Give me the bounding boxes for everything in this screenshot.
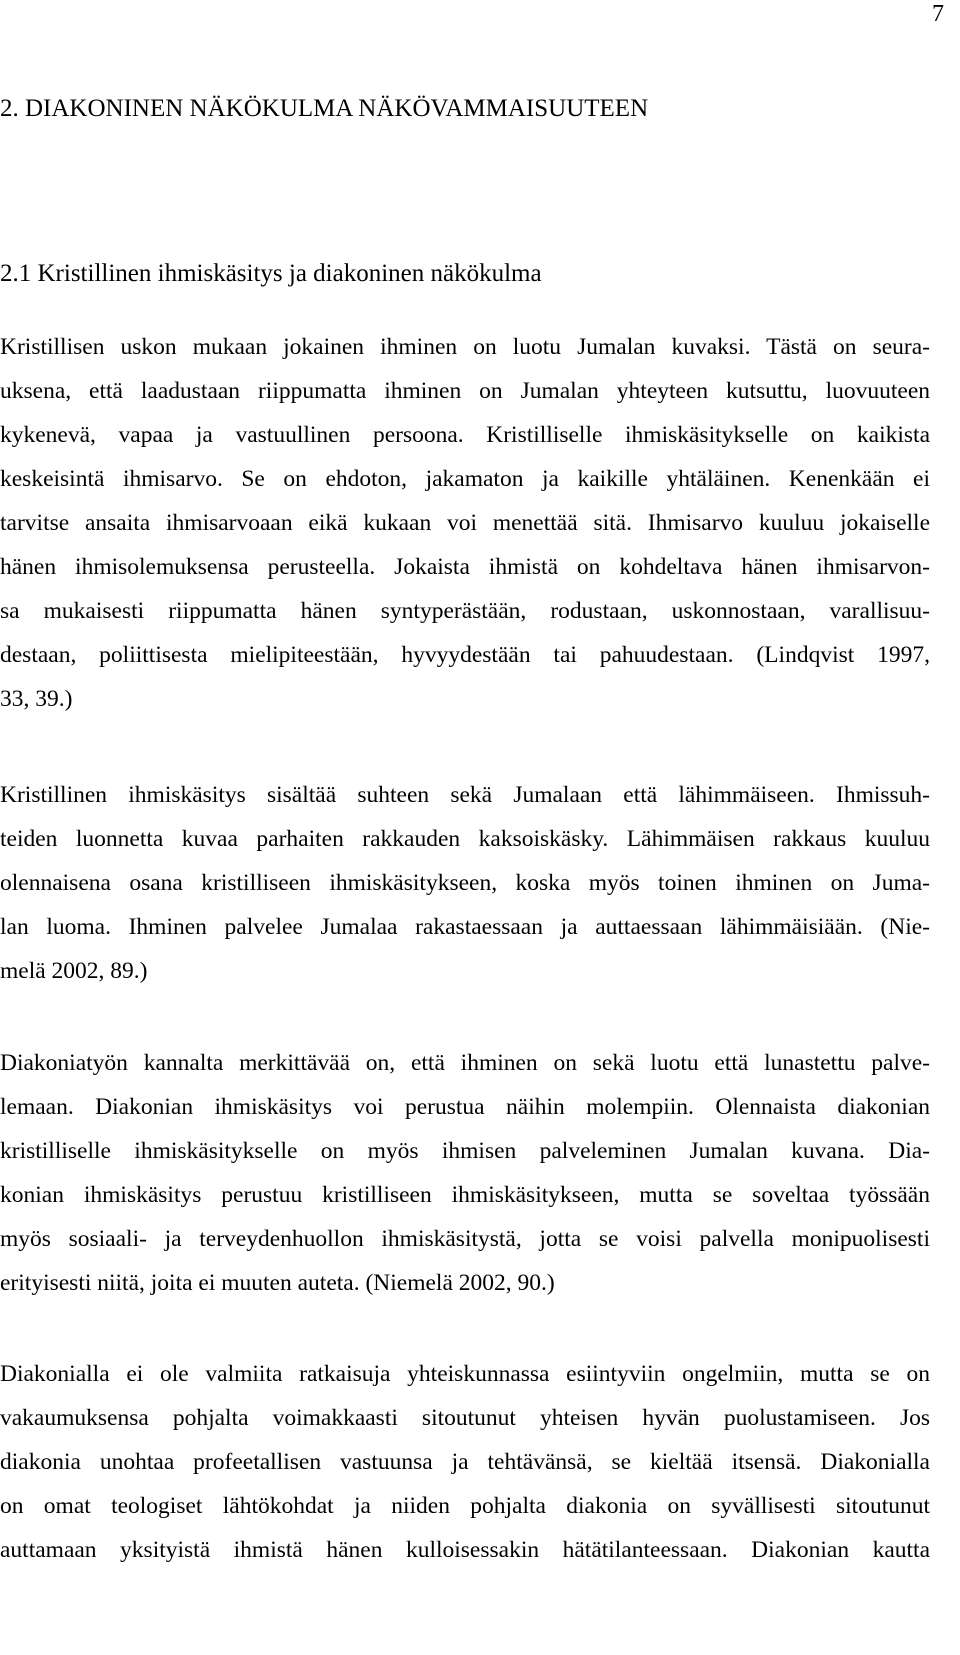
paragraph-line: sa mukaisesti riippumatta hänen syntyperästään, rodustaan, uskonnostaan, varallisuu-	[0, 598, 930, 624]
paragraph-line: lan luoma. Ihminen palvelee Jumalaa rakastaessaan ja auttaessaan lähimmäisiään. (Nie-	[0, 914, 930, 940]
paragraph-line: myös sosiaali- ja terveydenhuollon ihmiskäsitystä, jotta se voisi palvella monipuolisesti	[0, 1226, 930, 1252]
paragraph-line: destaan, poliittisesta mielipiteestään, hyvyydestään tai pahuudestaan. (Lindqvist 1997,	[0, 642, 930, 668]
paragraph-line: Kristillinen ihmiskäsitys sisältää suhteen sekä Jumalaan että lähimmäiseen. Ihmissuh-	[0, 782, 930, 808]
paragraph-line: teiden luonnetta kuvaa parhaiten rakkauden kaksoiskäsky. Lähimmäisen rakkaus kuuluu	[0, 826, 930, 852]
paragraph-line: auttamaan yksityistä ihmistä hänen kulloisessakin hätätilanteessaan. Diakonian kautta	[0, 1537, 930, 1563]
paragraph-line: 33, 39.)	[0, 686, 73, 712]
paragraph-line: uksena, että laadustaan riippumatta ihminen on Jumalan yhteyteen kutsuttu, luovuuteen	[0, 378, 930, 404]
paragraph-line: on omat teologiset lähtökohdat ja niiden pohjalta diakonia on syvällisesti sitoutunut	[0, 1493, 930, 1519]
chapter-heading: 2. DIAKONINEN NÄKÖKULMA NÄKÖVAMMAISUUTEEN	[0, 95, 649, 122]
paragraph-line: konian ihmiskäsitys perustuu kristilliseen ihmiskäsitykseen, mutta se soveltaa työssään	[0, 1182, 930, 1208]
paragraph-line: Diakoniatyön kannalta merkittävää on, että ihminen on sekä luotu että lunastettu palve-	[0, 1050, 930, 1076]
paragraph-line: tarvitse ansaita ihmisarvoaan eikä kukaan voi menettää sitä. Ihmisarvo kuuluu jokaiselle	[0, 510, 930, 536]
paragraph-line: Diakonialla ei ole valmiita ratkaisuja yhteiskunnassa esiintyviin ongelmiin, mutta se on	[0, 1361, 930, 1387]
paragraph-line: diakonia unohtaa profeetallisen vastuunsa ja tehtävänsä, se kieltää itsensä. Diakonialla	[0, 1449, 930, 1475]
paragraph-line: Kristillisen uskon mukaan jokainen ihminen on luotu Jumalan kuvaksi. Tästä on seura-	[0, 334, 930, 360]
paragraph-line: lemaan. Diakonian ihmiskäsitys voi perustua näihin molempiin. Olennaista diakonian	[0, 1094, 930, 1120]
paragraph-3	[0, 1041, 930, 1305]
paragraph-line: kristilliselle ihmiskäsitykselle on myös ihmisen palveleminen Jumalan kuvana. Dia-	[0, 1138, 930, 1164]
paragraph-line: vakaumuksensa pohjalta voimakkaasti sitoutunut yhteisen hyvän puolustamiseen. Jos	[0, 1405, 930, 1431]
paragraph-1	[0, 325, 930, 721]
page-number: 7	[932, 1, 944, 27]
paragraph-line: melä 2002, 89.)	[0, 958, 148, 984]
paragraph-line: olennaisena osana kristilliseen ihmiskäsitykseen, koska myös toinen ihminen on Juma-	[0, 870, 930, 896]
paragraph-line: keskeisintä ihmisarvo. Se on ehdoton, jakamaton ja kaikille yhtäläinen. Kenenkään ei	[0, 466, 930, 492]
section-heading: 2.1 Kristillinen ihmiskäsitys ja diakoninen näkökulma	[0, 260, 542, 287]
paragraph-line: hänen ihmisolemuksensa perusteella. Jokaista ihmistä on kohdeltava hänen ihmisarvon-	[0, 554, 930, 580]
paragraph-4	[0, 1352, 930, 1572]
paragraph-line: erityisesti niitä, joita ei muuten auteta. (Niemelä 2002, 90.)	[0, 1270, 555, 1296]
paragraph-2	[0, 773, 930, 993]
paragraph-line: kykenevä, vapaa ja vastuullinen persoona. Kristilliselle ihmiskäsitykselle on kaikista	[0, 422, 930, 448]
